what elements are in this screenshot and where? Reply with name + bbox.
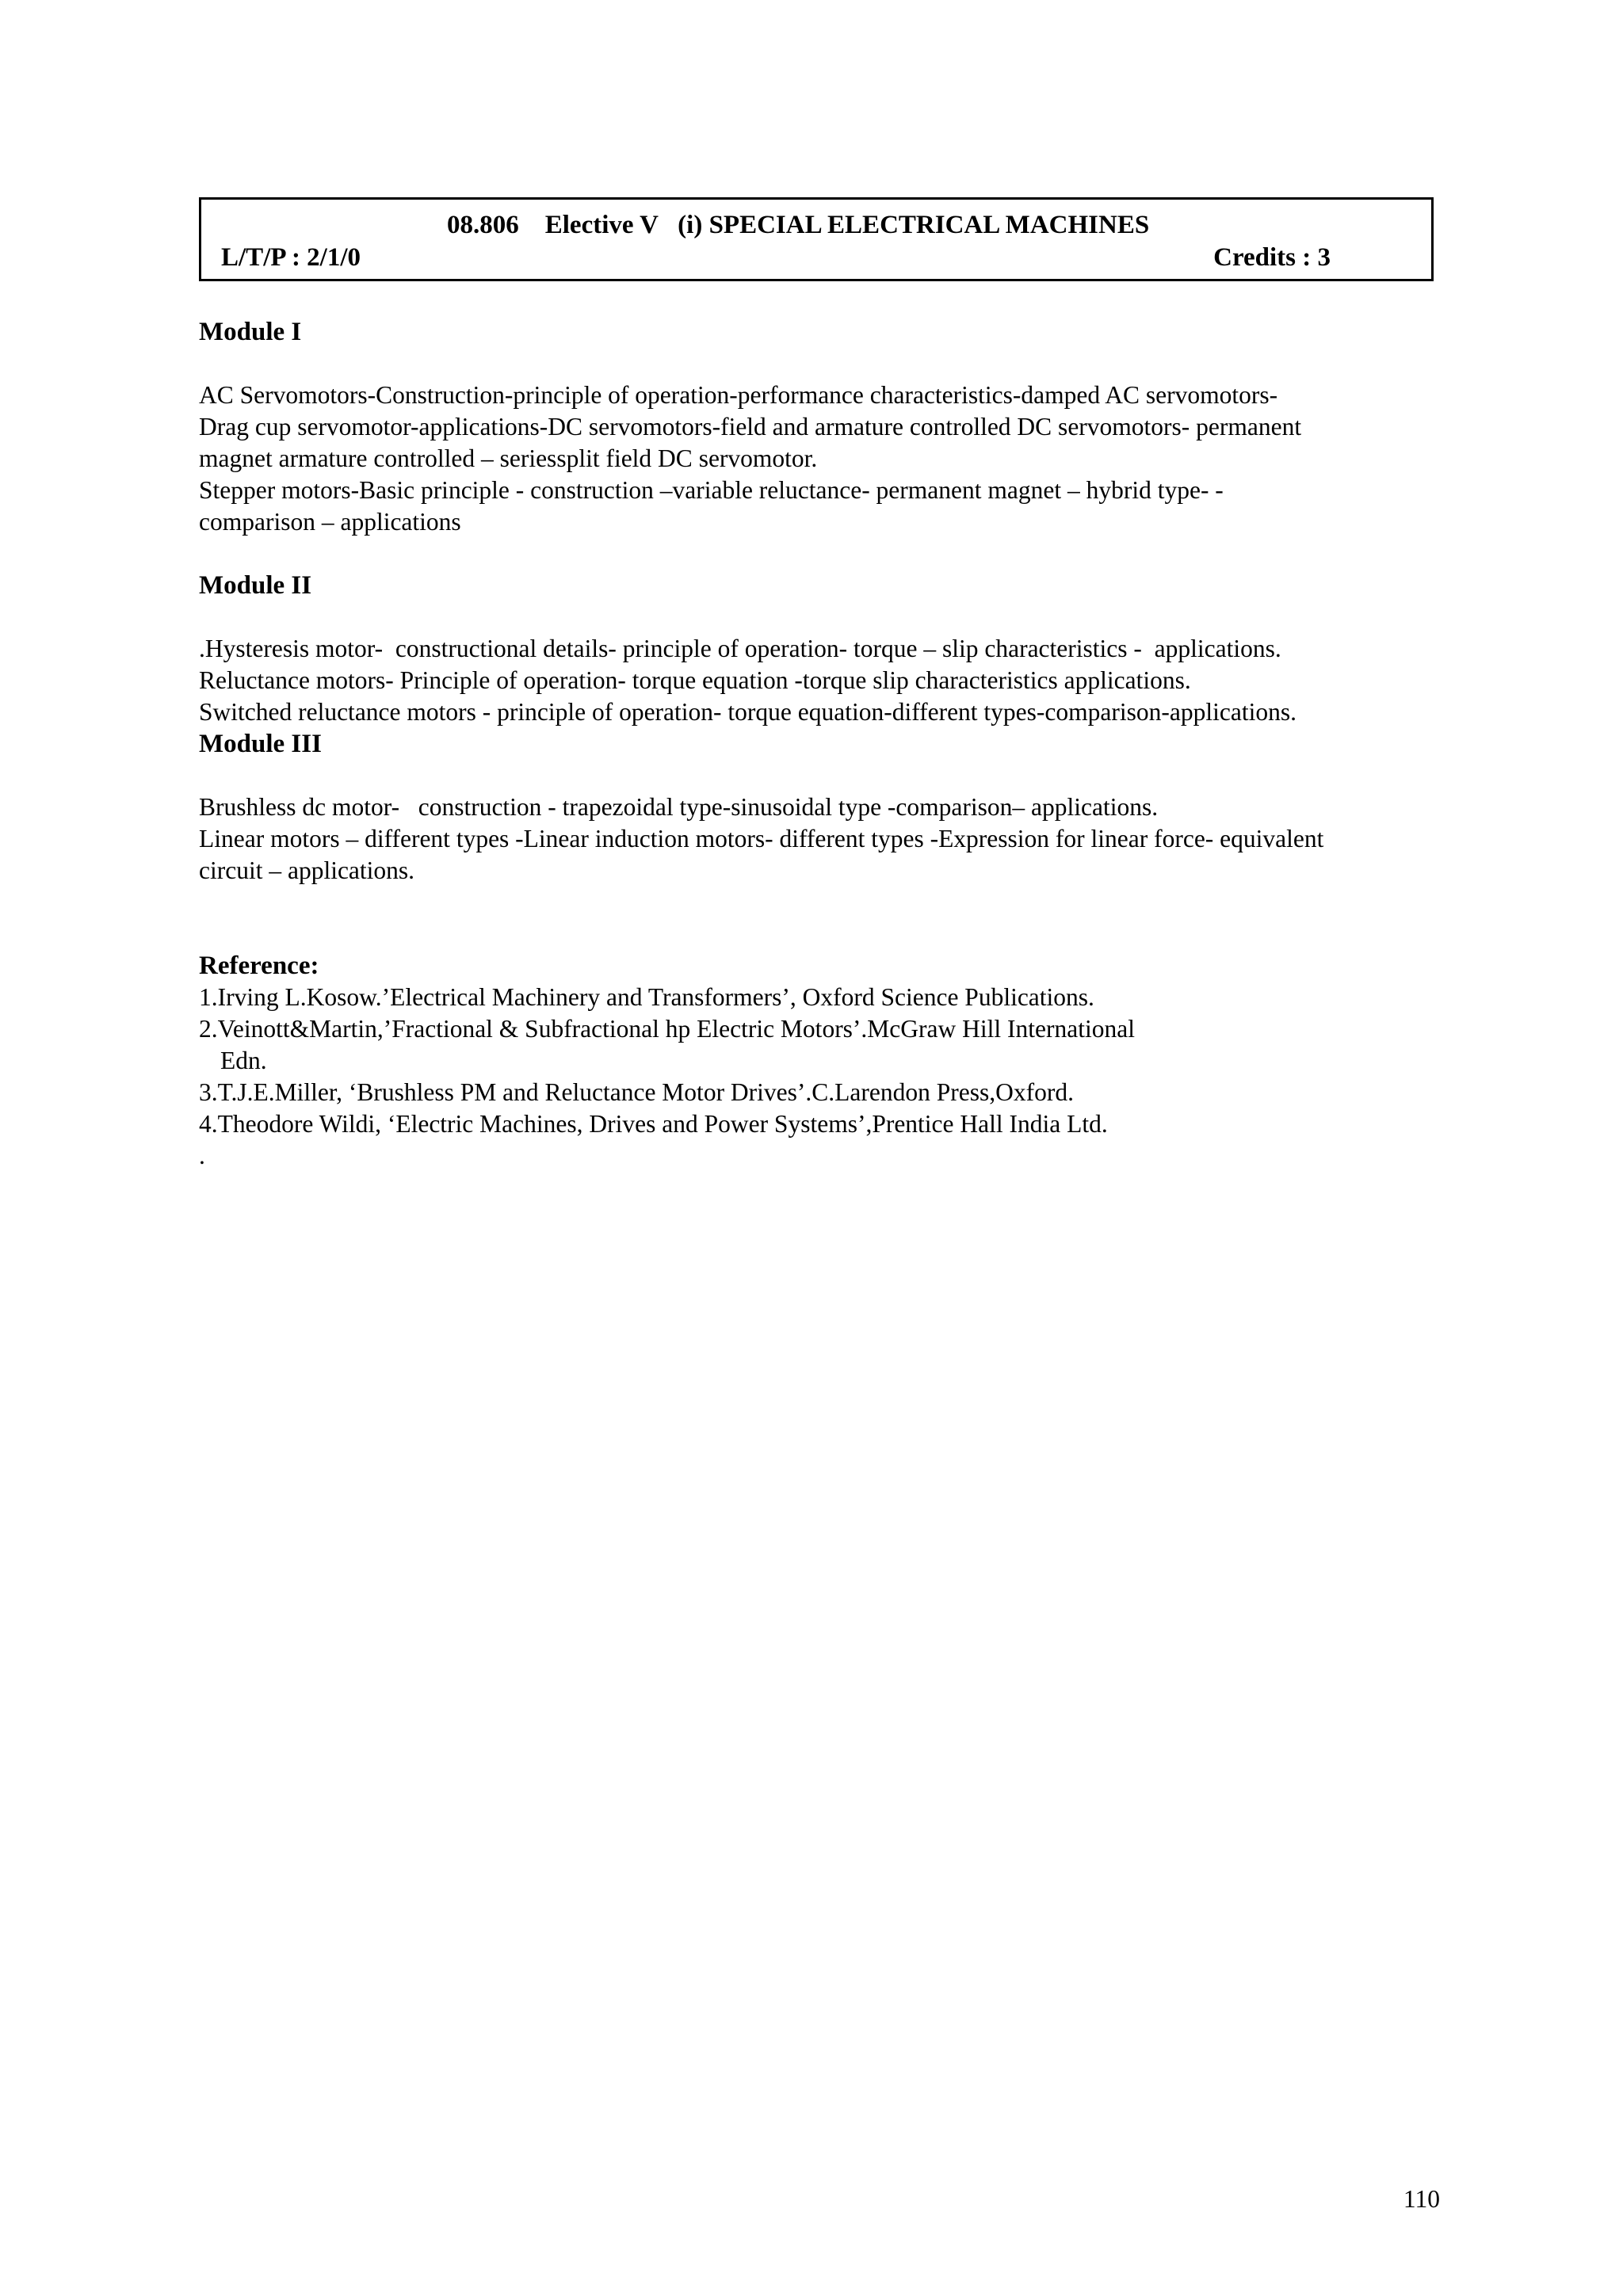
module-1-heading: Module I xyxy=(199,318,302,346)
module-1-line: AC Servomotors-Construction-principle of operation-performance characteristics-damped AC servomotors- xyxy=(199,381,1278,409)
page-number: 110 xyxy=(1403,2185,1440,2213)
reference-trailing-dot: . xyxy=(199,1142,205,1169)
module-3-heading: Module III xyxy=(199,730,322,758)
reference-line: 3.T.J.E.Miller, ‘Brushless PM and Reluctance Motor Drives’.C.Larendon Press,Oxford. xyxy=(199,1078,1074,1106)
module-2-line: Reluctance motors- Principle of operation- torque equation -torque slip characteristics applications. xyxy=(199,666,1191,694)
course-header-box xyxy=(199,197,1434,281)
reference-item xyxy=(199,1108,1467,1140)
reference-line: 2.Veinott&Martin,’Fractional & Subfractional hp Electric Motors’.McGraw Hill International xyxy=(199,1015,1135,1043)
credits-label: Credits : 3 xyxy=(1213,243,1331,272)
module-3-line: Brushless dc motor- construction - trapezoidal type-sinusoidal type -comparison– applications. xyxy=(199,793,1159,821)
module-2-line: .Hysteresis motor- constructional details- principle of operation- torque – slip characteristics - applications. xyxy=(199,635,1281,662)
course-title: 08.806 Elective V (i) SPECIAL ELECTRICAL MACHINES xyxy=(447,211,1150,239)
module-3-line: circuit – applications. xyxy=(199,856,415,884)
module-1-line: Stepper motors-Basic principle - construction –variable reluctance- permanent magnet – hybrid type- - xyxy=(199,476,1224,504)
module-1-line: magnet armature controlled – seriessplit field DC servomotor. xyxy=(199,444,818,472)
reference-heading: Reference: xyxy=(199,952,319,980)
module-2-line: Switched reluctance motors - principle of operation- torque equation-different types-comparison-applications. xyxy=(199,698,1296,726)
reference-list xyxy=(199,982,1467,1172)
reference-line: 4.Theodore Wildi, ‘Electric Machines, Drives and Power Systems’,Prentice Hall India Ltd. xyxy=(199,1110,1108,1138)
module-1-line: Drag cup servomotor-applications-DC servomotors-field and armature controlled DC servomotors- permanent xyxy=(199,413,1302,441)
ltp-label: L/T/P : 2/1/0 xyxy=(221,243,361,272)
reference-item xyxy=(199,982,1467,1013)
module-2-heading: Module II xyxy=(199,571,312,600)
reference-item xyxy=(199,1077,1467,1108)
reference-item xyxy=(199,1013,1467,1077)
module-2-content xyxy=(199,633,1467,728)
module-1-content xyxy=(199,379,1467,538)
module-3-line: Linear motors – different types -Linear induction motors- different types -Expression for linear force- equivalent xyxy=(199,825,1324,852)
module-3-content xyxy=(199,791,1467,887)
reference-line: 1.Irving L.Kosow.’Electrical Machinery and Transformers’, Oxford Science Publications. xyxy=(199,983,1094,1011)
reference-line: Edn. xyxy=(220,1047,267,1074)
module-1-line: comparison – applications xyxy=(199,508,461,536)
